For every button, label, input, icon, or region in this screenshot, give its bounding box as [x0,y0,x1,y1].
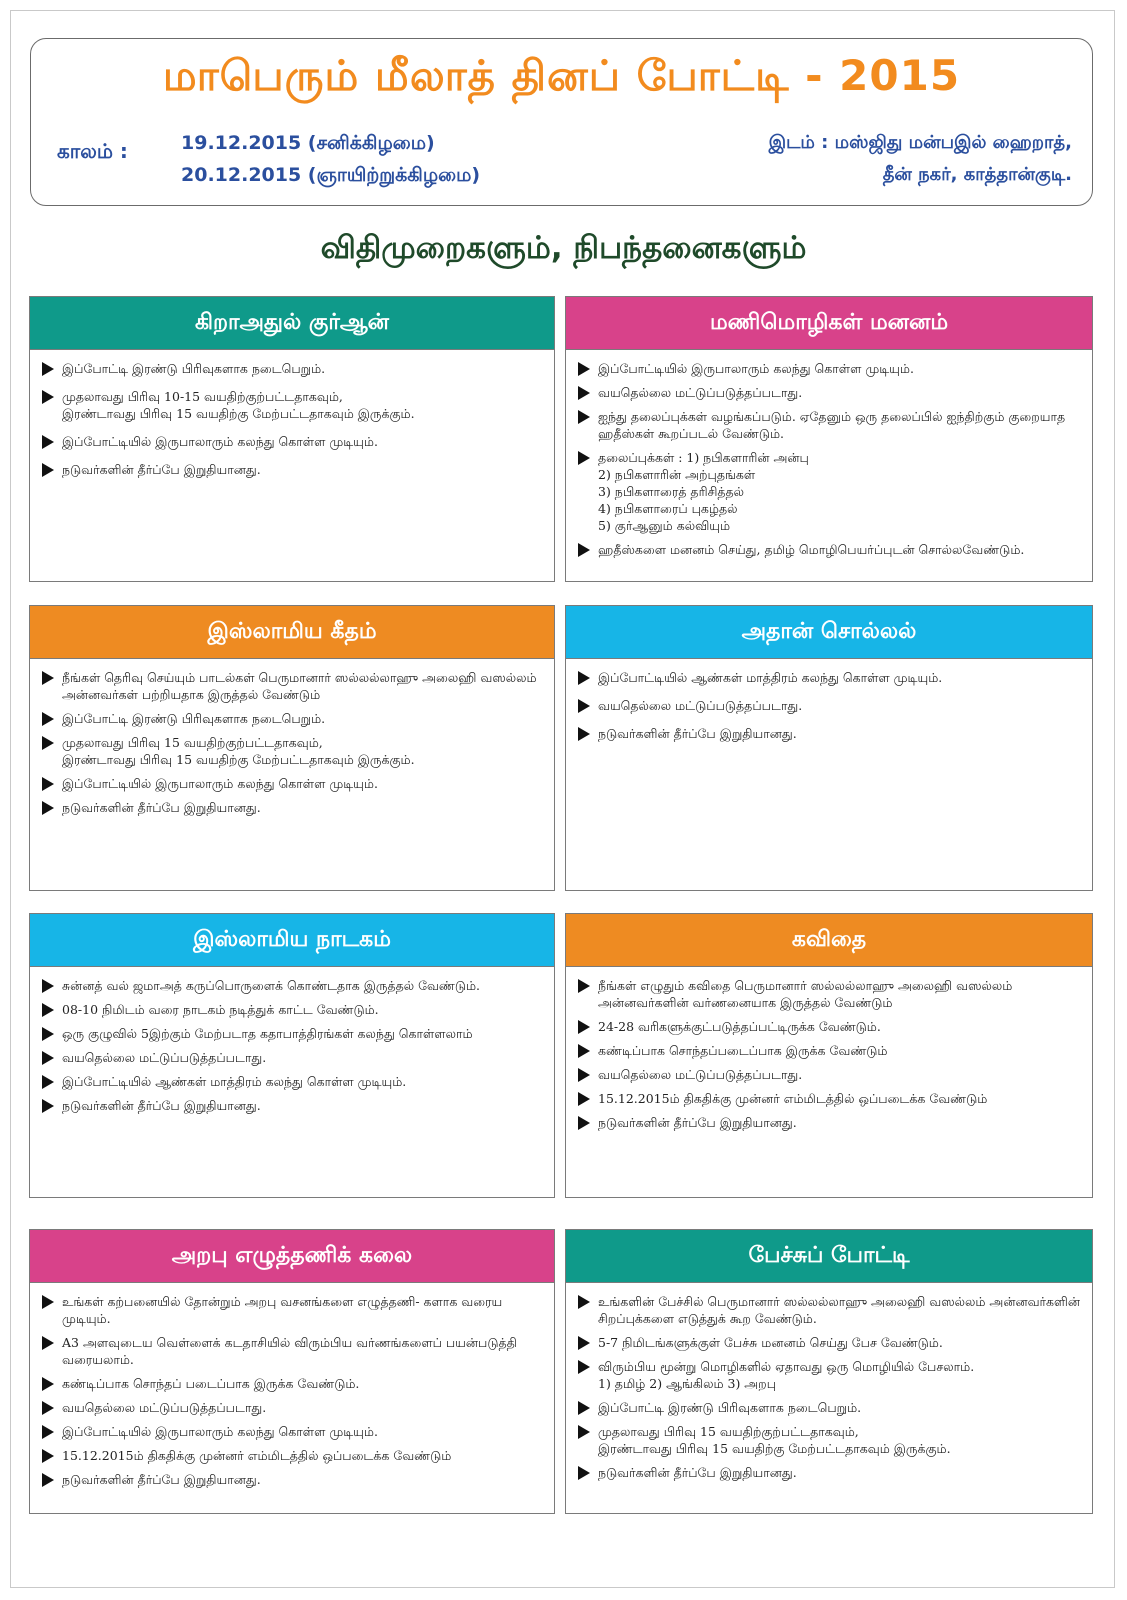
rule-item: இப்போட்டியில் ஆண்கள் மாத்திரம் கலந்து கொள்ள முடியும். [578,669,1086,686]
section-title: கிறாஅதுல் குர்ஆன் [30,297,554,350]
arrow-bullet-icon [42,1336,54,1350]
section-poetry [565,913,1093,1198]
rule-item: முதலாவது பிரிவு 15 வயதிற்குற்பட்டதாகவும், இரண்டாவது பிரிவு 15 வயதிற்கு மேற்பட்டதாகவும் இருக்கும். [42,734,548,768]
arrow-bullet-icon [578,979,590,993]
rule-item: ஐந்து தலைப்புக்கள் வழங்கப்படும். ஏதேனும் ஒரு தலைப்பில் ஐந்திற்கும் குறையாத ஹதீஸ்கள் கூறப்படல் வேண்டும். [578,408,1086,442]
section-adhan [565,605,1093,891]
rule-item: கண்டிப்பாக சொந்தப்படைப்பாக இருக்க வேண்டும் [578,1042,1086,1059]
rule-item: உங்கள் கற்பனையில் தோன்றும் அறபு வசனங்களை எழுத்தணி- களாக வரைய முடியும். [42,1293,548,1327]
arrow-bullet-icon [578,1020,590,1034]
rule-item: நடுவர்களின் தீர்ப்பே இறுதியானது. [42,1097,548,1114]
section-title: அறபு எழுத்தணிக் கலை [30,1230,554,1283]
time-label: காலம் : [57,139,128,163]
arrow-bullet-icon [578,1116,590,1130]
rule-item: 08-10 நிமிடம் வரை நாடகம் நடித்துக் காட்ட வேண்டும். [42,1001,548,1018]
rule-item: விரும்பிய மூன்று மொழிகளில் ஏதாவது ஒரு மொழியில் பேசலாம். 1) தமிழ் 2) ஆங்கிலம் 3) அறபு [578,1358,1086,1392]
arrow-bullet-icon [578,671,590,685]
rule-item: வயதெல்லை மட்டுப்படுத்தப்படாது. [42,1049,548,1066]
rule-item: 24-28 வரிகளுக்குட்படுத்தப்பட்டிருக்க வேண்டும். [578,1018,1086,1035]
rules-heading: விதிமுறைகளும், நிபந்தனைகளும் [320,230,807,266]
rule-item: நீங்கள் எழுதும் கவிதை பெருமானார் ஸல்லல்லாஹு அலைஹி வஸல்லம் அன்னவர்களின் வர்ணனையாக இருத்தல் வேண்டும் [578,977,1086,1011]
rule-item: நடுவர்களின் தீர்ப்பே இறுதியானது. [42,461,548,478]
section-speech [565,1229,1093,1514]
arrow-bullet-icon [42,801,54,815]
arrow-bullet-icon [578,362,590,376]
rule-item: வயதெல்லை மட்டுப்படுத்தப்படாது. [578,1066,1086,1083]
section-hadith-memorisation [565,296,1093,582]
arrow-bullet-icon [578,1295,590,1309]
section-arabic-calligraphy [29,1229,555,1514]
arrow-bullet-icon [42,1425,54,1439]
arrow-bullet-icon [578,451,590,465]
arrow-bullet-icon [42,671,54,685]
arrow-bullet-icon [42,1377,54,1391]
arrow-bullet-icon [578,543,590,557]
arrow-bullet-icon [42,1099,54,1113]
rule-item: வயதெல்லை மட்டுப்படுத்தப்படாது. [578,384,1086,401]
rule-item: நடுவர்களின் தீர்ப்பே இறுதியானது. [42,1471,548,1488]
venue-line-2: தீன் நகர், காத்தான்குடி. [882,164,1072,185]
arrow-bullet-icon [578,1068,590,1082]
arrow-bullet-icon [42,1051,54,1065]
rule-item: வயதெல்லை மட்டுப்படுத்தப்படாது. [578,697,1086,714]
arrow-bullet-icon [42,1295,54,1309]
rule-item: நடுவர்களின் தீர்ப்பே இறுதியானது. [578,1464,1086,1481]
arrow-bullet-icon [578,1425,590,1439]
arrow-bullet-icon [42,1027,54,1041]
rule-item: நடுவர்களின் தீர்ப்பே இறுதியானது. [42,799,548,816]
event-venue [769,127,1072,191]
arrow-bullet-icon [42,435,54,449]
arrow-bullet-icon [42,362,54,376]
arrow-bullet-icon [42,1449,54,1463]
rule-item: 15.12.2015ம் திகதிக்கு முன்னர் எம்மிடத்தில் ஒப்படைக்க வேண்டும் [578,1090,1086,1107]
arrow-bullet-icon [42,777,54,791]
arrow-bullet-icon [578,410,590,424]
rule-item: இப்போட்டி இரண்டு பிரிவுகளாக நடைபெறும். [578,1399,1086,1416]
arrow-bullet-icon [578,1360,590,1374]
rule-item: நீங்கள் தெரிவு செய்யும் பாடல்கள் பெருமானார் ஸல்லல்லாஹு அலைஹி வஸல்லம் அன்னவர்கள் பற்றியதாக இருத்தல் வேண்டும் [42,669,548,703]
rule-item: இப்போட்டியில் இருபாலாரும் கலந்து கொள்ள முடியும். [42,775,548,792]
arrow-bullet-icon [578,1401,590,1415]
rule-item: ஒரு குழுவில் 5இற்கும் மேற்படாத கதாபாத்திரங்கள் கலந்து கொள்ளலாம் [42,1025,548,1042]
section-title: மணிமொழிகள் மனனம் [566,297,1092,350]
rule-item: கண்டிப்பாக சொந்தப் படைப்பாக இருக்க வேண்டும். [42,1375,548,1392]
event-dates [181,127,480,191]
arrow-bullet-icon [578,727,590,741]
section-title: பேச்சுப் போட்டி [566,1230,1092,1283]
arrow-bullet-icon [578,1336,590,1350]
arrow-bullet-icon [42,390,54,404]
rule-item: நடுவர்களின் தீர்ப்பே இறுதியானது. [578,1114,1086,1131]
rule-item: இப்போட்டி இரண்டு பிரிவுகளாக நடைபெறும். [42,710,548,727]
section-qirat [29,296,555,582]
arrow-bullet-icon [42,1075,54,1089]
arrow-bullet-icon [42,1003,54,1017]
rule-item: 15.12.2015ம் திகதிக்கு முன்னர் எம்மிடத்தில் ஒப்படைக்க வேண்டும் [42,1447,548,1464]
arrow-bullet-icon [42,736,54,750]
arrow-bullet-icon [42,1401,54,1415]
rule-item: இப்போட்டியில் இருபாலாரும் கலந்து கொள்ள முடியும். [578,360,1086,377]
rule-item: ஹதீஸ்களை மனனம் செய்து, தமிழ் மொழிபெயர்ப்புடன் சொல்லவேண்டும். [578,541,1086,558]
rule-item: நடுவர்களின் தீர்ப்பே இறுதியானது. [578,725,1086,742]
venue-line-1: இடம் : மஸ்ஜிது மன்பஇல் ஹைறாத், [768,132,1072,153]
rule-item: வயதெல்லை மட்டுப்படுத்தப்படாது. [42,1399,548,1416]
arrow-bullet-icon [42,979,54,993]
event-header [30,38,1093,206]
arrow-bullet-icon [42,712,54,726]
rule-item: உங்களின் பேச்சில் பெருமானார் ஸல்லல்லாஹு அலைஹி வஸல்லம் அன்னவர்களின் சிறப்புக்களை எடுத்துக் கூற வேண்டும். [578,1293,1086,1327]
arrow-bullet-icon [578,1092,590,1106]
rule-item: சுன்னத் வல் ஜமாஅத் கருப்பொருளைக் கொண்டதாக இருத்தல் வேண்டும். [42,977,548,994]
arrow-bullet-icon [42,463,54,477]
event-title: மாபெரும் மீலாத் தினப் போட்டி - 2015 [162,51,961,100]
section-islamic-song [29,605,555,891]
arrow-bullet-icon [578,1466,590,1480]
section-islamic-drama [29,913,555,1198]
rule-item: இப்போட்டியில் ஆண்கள் மாத்திரம் கலந்து கொள்ள முடியும். [42,1073,548,1090]
event-date-1: 19.12.2015 (சனிக்கிழமை) [181,132,435,154]
rule-item: முதலாவது பிரிவு 10-15 வயதிற்குற்பட்டதாகவும், இரண்டாவது பிரிவு 15 வயதிற்கு மேற்பட்டதாகவும் இருக்கும். [42,388,548,422]
section-title: கவிதை [566,914,1092,967]
rule-item: A3 அளவுடைய வெள்ளைக் கடதாசியில் விரும்பிய வர்ணங்களைப் பயன்படுத்தி வரையலாம். [42,1334,548,1368]
event-date-2: 20.12.2015 (ஞாயிற்றுக்கிழமை) [181,164,481,186]
arrow-bullet-icon [578,699,590,713]
rule-item: இப்போட்டியில் இருபாலாரும் கலந்து கொள்ள முடியும். [42,1423,548,1440]
arrow-bullet-icon [42,1473,54,1487]
rule-item: இப்போட்டியில் இருபாலாரும் கலந்து கொள்ள முடியும். [42,433,548,450]
rule-item: முதலாவது பிரிவு 15 வயதிற்குற்பட்டதாகவும், இரண்டாவது பிரிவு 15 வயதிற்கு மேற்பட்டதாகவும் இருக்கும். [578,1423,1086,1457]
arrow-bullet-icon [578,386,590,400]
arrow-bullet-icon [578,1044,590,1058]
section-title: இஸ்லாமிய நாடகம் [30,914,554,967]
section-title: இஸ்லாமிய கீதம் [30,606,554,659]
rule-item: இப்போட்டி இரண்டு பிரிவுகளாக நடைபெறும். [42,360,548,377]
rule-item: 5-7 நிமிடங்களுக்குள் பேச்சு மனனம் செய்து பேச வேண்டும். [578,1334,1086,1351]
rule-item: தலைப்புக்கள் : 1) நபிகளாரின் அன்பு 2) நபிகளாரின் அற்புதங்கள் 3) நபிகளாரைத் தரிசித்தல் 4) நபிகளாரைப் புகழ்தல் 5) குர்ஆனும் கல்வியும் [578,449,1086,534]
section-title: அதான் சொல்லல் [566,606,1092,659]
